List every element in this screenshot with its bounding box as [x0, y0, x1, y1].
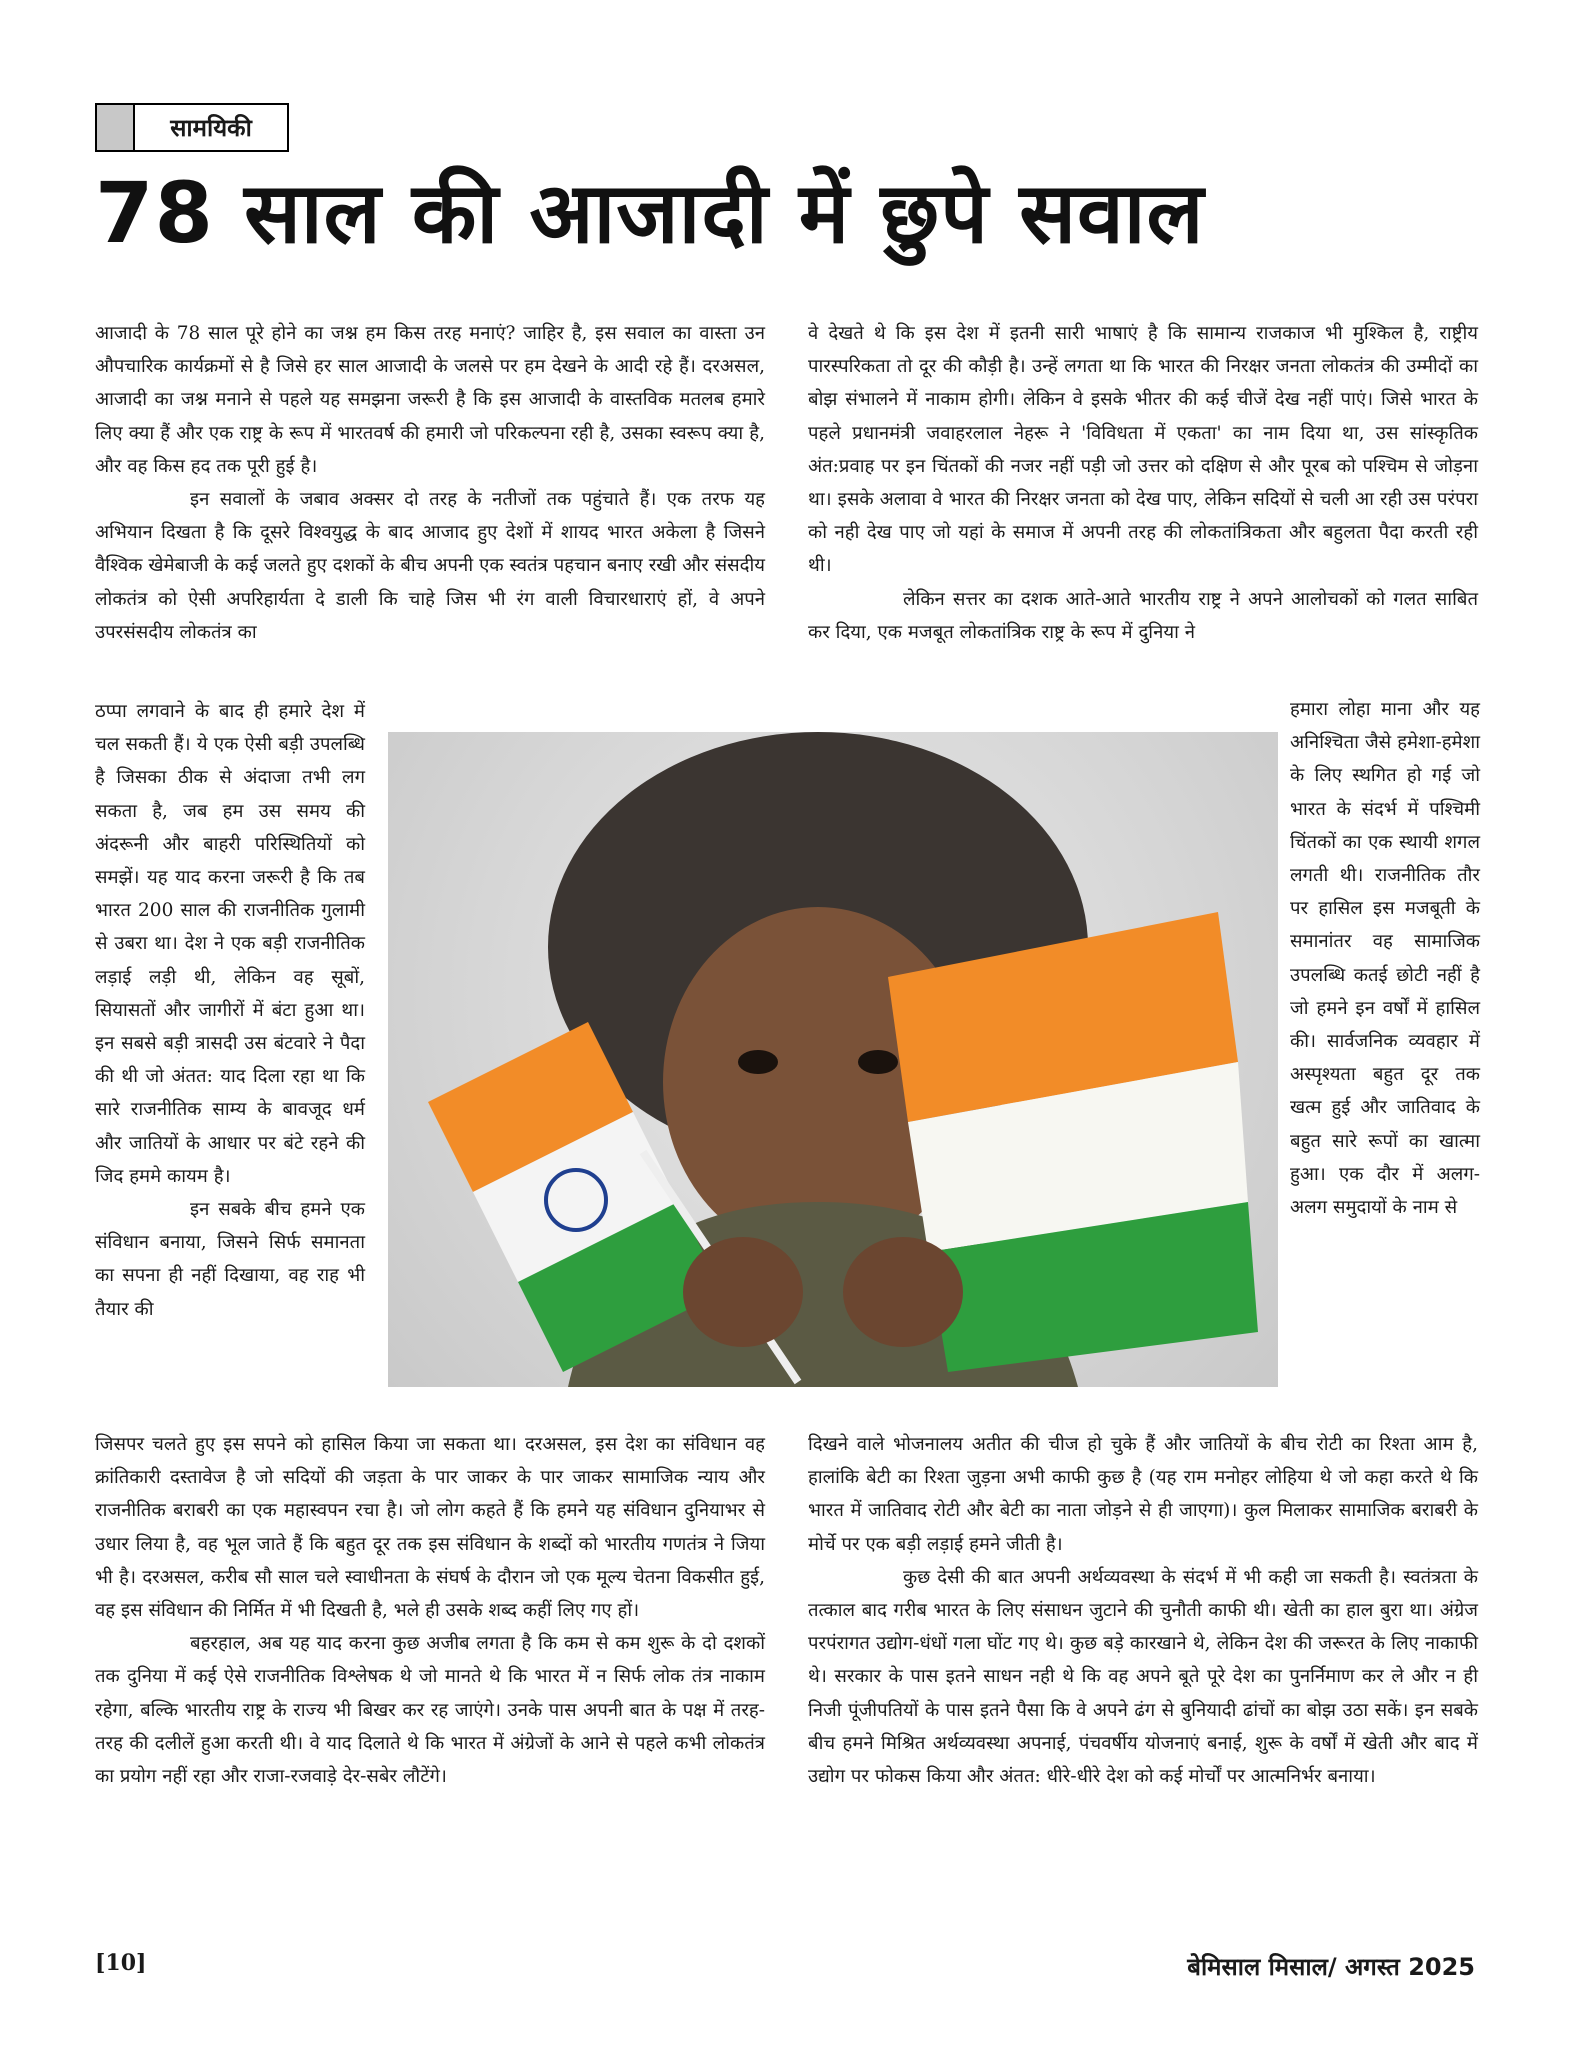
headline: 78 साल की आजादी में छुपे सवाल [95, 164, 1205, 262]
paragraph: वे देखते थे कि इस देश में इतनी सारी भाषाएं है कि सामान्य राजकाज भी मुश्किल है, राष्ट्रीय पारस्परिकता तो दूर की कौड़ी है। उन्हें लगता था कि भारत की निरक्षर जनता लोकतंत्र की उम्मीदों का बोझ संभालने में नाकाम होगी। लेकिन वे इसके भीतर की कई चीजें देख नहीं पाएं। जिसे भारत के पहले प्रधानमंत्री जवाहरलाल नेहरू ने 'विविधता में एकता' का नाम दिया था, उस सांस्कृतिक अंत:प्रवाह पर इन चिंतकों की नजर नहीं पड़ी जो उत्तर को दक्षिण से और पूरब को पश्चिम से जोड़ना था। इसके अलावा वे भारत की निरक्षर जनता को देख पाए, लेकिन सदियों से चली आ रही उस परंपरा को नही देख पाए जो यहां के समाज में अपनी तरह की लोकतांत्रिकता और बहुलता पैदा करती रही थी। [808, 323, 1478, 577]
section-tag [95, 103, 289, 152]
paragraph: लेकिन सत्तर का दशक आते-आते भारतीय राष्ट्र ने अपने आलोचकों को गलत साबित कर दिया, एक मजबूत लोकतांत्रिक राष्ट्र के रूप में दुनिया ने [808, 588, 1478, 643]
paragraph: कुछ देसी की बात अपनी अर्थव्यवस्था के संदर्भ में भी कही जा सकती है। स्वतंत्रता के तत्काल बाद गरीब भारत के लिए संसाधन जुटाने की चुनौती काफी थी। खेती का हाल बुरा था। अंग्रेज परपंरागत उद्योग-धंधों गला घोंट गए थे। कुछ बड़े कारखाने थे, लेकिन देश की जरूरत के लिए नाकाफी थे। सरकार के पास इतने साधन नही थे कि वह अपने बूते पूरे देश का पुनर्निमाण कर ले और न ही निजी पूंजीपतियों के पास इतने पैसा कि वे अपने ढंग से बुनियादी ढांचों का बोझ उठा सकें। इन सबके बीच हमने मिश्रित अर्थव्यवस्था अपनाई, पंचवर्षीय योजनाएं बनाई, शुरू के वर्षों में खेती और बाद में उद्योग पर फोकस किया और अंतत: धीरे-धीरे देश को कई मोर्चों पर आत्मनिर्भर बनाया। [808, 1566, 1478, 1788]
left-eye-shape [738, 1050, 778, 1074]
section-label: सामयिकी [170, 114, 252, 142]
right-column-bottom [808, 1428, 1478, 1793]
right-eye-shape [858, 1050, 898, 1074]
photo-illustration [388, 732, 1278, 1387]
paragraph: आजादी के 78 साल पूरे होने का जश्न हम किस तरह मनाएं? जाहिर है, इस सवाल का वास्ता उन औपचारिक कार्यक्रमों से है जिसे हर साल आजादी के जलसे पर हम देखने के आदी रहे हैं। दरअसल, आजादी का जश्न मनाने से पहले यह समझना जरूरी है कि इस आजादी के वास्तविक मतलब हमारे लिए क्या हैं और एक राष्ट्र के रूप में भारतवर्ष की हमारी जो परिकल्पना रही है, उसका स्वरूप क्या है, और वह किस हद तक पूरी हुई है। [95, 323, 765, 477]
left-column-narrow [95, 695, 365, 1326]
paragraph: दिखने वाले भोजनालय अतीत की चीज हो चुके हैं और जातियों के बीच रोटी का रिश्ता आम है, हालांकि बेटी का रिश्ता जुड़ना अभी काफी कुछ है (यह राम मनोहर लोहिया थे जो कहा करते थे कि भारत में जातिवाद रोटी और बेटी का नाता जोड़ने से ही जाएगा)। कुल मिलाकर सामाजिक बराबरी के मोर्चे पर एक बड़ी लड़ाई हमने जीती है। [808, 1434, 1478, 1555]
paragraph: बहरहाल, अब यह याद करना कुछ अजीब लगता है कि कम से कम शुरू के दो दशकों तक दुनिया में कई ऐसे राजनीतिक विश्लेषक थे जो मानते थे कि भारत में न सिर्फ लोक तंत्र नाकाम रहेगा, बल्कि भारतीय राष्ट्र के राज्य भी बिखर कर रह जाएंगे। उनके पास अपनी बात के पक्ष में तरह-तरह की दलीलें हुआ करती थी। वे याद दिलाते थे कि भारत में अंग्रेजों के आने से पहले कभी लोकतंत्र का प्रयोग नहीं रहा और राजा-रजवाड़े देर-सबेर लौटेंगे। [95, 1633, 765, 1788]
child-with-flags-photo [388, 732, 1278, 1387]
left-column-bottom [95, 1428, 765, 1793]
paragraph: जिसपर चलते हुए इस सपने को हासिल किया जा सकता था। दरअसल, इस देश का संविधान वह क्रांतिकारी दस्तावेज है जो सदियों की जड़ता के पार जाकर के पार जाकर सामाजिक न्याय और राजनीतिक बराबरी का एक महास्वपन रचा है। जो लोग कहते हैं कि हमने यह संविधान दुनियाभर से उधार लिया है, वह भूल जाते हैं कि बहुत दूर तक इस संविधान के शब्दों को भारतीय गणतंत्र ने जिया भी है। दरअसल, करीब सौ साल चले स्वाधीनता के संघर्ष के दौरान जो एक मूल्य चेतना विकसीत हुई, वह इस संविधान की निर्मित में भी दिखती है, भले ही उसके शब्द कहीं लिए गए हों। [95, 1434, 765, 1622]
magazine-issue: बेमिसाल मिसाल/ अगस्त 2025 [1187, 1953, 1475, 1981]
left-hand-shape [683, 1237, 803, 1347]
paragraph: हमारा लोहा माना और यह अनिश्चिता जैसे हमेशा-हमेशा के लिए स्थगित हो गई जो भारत के संदर्भ में पश्चिमी चिंतकों का एक स्थायी शगल लगती थी। राजनीतिक तौर पर हासिल इस मजबूती के समानांतर वह सामाजिक उपलब्धि कतई छोटी नहीं है जो हमने इन वर्षों में हासिल की। सार्वजनिक व्यवहार में अस्पृश्यता बहुत दूर तक खत्म हुई और जातिवाद के बहुत सारे रूपों का खात्मा हुआ। एक दौर में अलग-अलग समुदायों के नाम से [1290, 699, 1480, 1219]
left-column-top [95, 317, 765, 649]
page-number: [10] [95, 1950, 147, 1976]
paragraph: ठप्पा लगवाने के बाद ही हमारे देश में चल सकती हैं। ये एक ऐसी बड़ी उपलब्धि है जिसका ठीक से अंदाजा तभी लग सकता है, जब हम उस समय की अंदरूनी और बाहरी परिस्थितियों को समझें। यह याद करना जरूरी है कि तब भारत 200 साल की राजनीतिक गुलामी से उबरा था। देश ने एक बड़ी राजनीतिक लड़ाई लड़ी थी, लेकिन वह सूबों, सियासतों और जागीरों में बंटा हुआ था। इन सबसे बड़ी त्रासदी उस बंटवारे ने पैदा की थी जो अंतत: याद दिला रहा था कि सारे राजनीतिक साम्य के बावजूद धर्म और जातियों के आधार पर बंटे रहने की जिद हममे कायम है। [95, 701, 365, 1187]
right-hand-shape [843, 1237, 963, 1347]
section-tag-stripe [97, 105, 135, 150]
right-column-narrow [1290, 693, 1480, 1224]
right-column-top [808, 317, 1478, 649]
paragraph: इन सवालों के जबाव अक्सर दो तरह के नतीजों तक पहुंचाते हैं। एक तरफ यह अभियान दिखता है कि दूसरे विश्वयुद्ध के बाद आजाद हुए देशों में शायद भारत अकेला है जिसने वैश्विक खेमेबाजी के कई जलते हुए दशकों के बीच अपनी एक स्वतंत्र पहचान बनाए रखी और संसदीय लोकतंत्र को ऐसी अपरिहार्यता दे डाली कि चाहे जिस भी रंग वाली विचारधाराएं हों, वे अपने उपरसंसदीय लोकतंत्र का [95, 489, 765, 643]
paragraph: इन सबके बीच हमने एक संविधान बनाया, जिसने सिर्फ समानता का सपना ही नहीं दिखाया, वह राह भी तैयार की [95, 1199, 365, 1320]
